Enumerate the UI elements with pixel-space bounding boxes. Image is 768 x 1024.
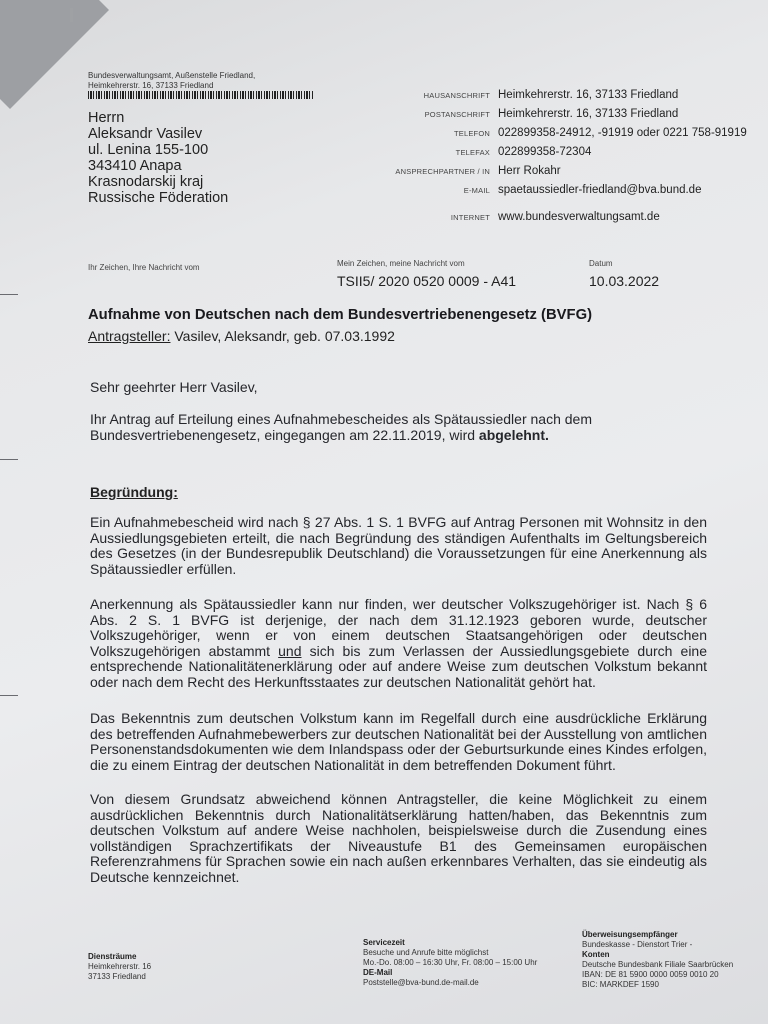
my-reference-label: Mein Zeichen, meine Nachricht vom <box>337 259 465 268</box>
contact-block <box>390 86 747 227</box>
contact-row: INTERNET www.bundesverwaltungsamt.de <box>450 211 660 223</box>
letter-subject: Aufnahme von Deutschen nach dem Bundesvertriebenengesetz (BVFG) <box>88 307 593 323</box>
applicant-line: Antragsteller: Vasilev, Aleksandr, geb. 07.03.1992 <box>88 328 395 344</box>
date-label: Datum <box>589 259 613 268</box>
contact-row: E-MAIL spaetaussiedler-friedland@bva.bund.de <box>463 184 702 196</box>
footer-offices: Diensträume Heimkehrerstr. 16 37133 Friedland <box>88 952 152 981</box>
contact-row: POSTANSCHRIFT Heimkehrerstr. 16, 37133 Friedland <box>424 108 679 120</box>
letter-date: 10.03.2022 <box>589 273 660 289</box>
fold-mark <box>0 695 18 696</box>
paragraph-legal-basis: Ein Aufnahmebescheid wird nach § 27 Abs. 1 S. 1 BVFG auf Antrag Personen mit Wohnsitz in den Aussiedlungsgebieten erteilt, die nach Begründung des ständigen Aufenthalts im Geltungsbereich des Gesetzes (in der Bundesrepublik Deutschland) die Voraussetzungen für eine Anerkennung als Spätaussiedler erfüllen. <box>90 514 707 577</box>
footer-service: Servicezeit Besuche und Anrufe bitte möglichst Mo.-Do. 08:00 – 16:30 Uhr, Fr. 08:00 – 15:00 Uhr DE-Mail Poststelle@bva-bund.de-mail.de <box>363 938 538 987</box>
fold-mark <box>0 459 18 460</box>
decision-paragraph: Ihr Antrag auf Erteilung eines Aufnahmebescheides als Spätaussiedler nach dem Bundesvertriebenengesetz, eingegangen am 22.11.2019, wird abgelehnt. <box>90 411 592 443</box>
paragraph-exception: Von diesem Grundsatz abweichend können Antragsteller, die keine Möglichkeit zu einem ausdrücklichen Bekenntnis durch Nationalitätserklärung hatten/haben, das Bekenntnis zum deutschen Volkstum auf andere Weise nachholen, beispielsweise durch die Zusendung eines vollständigen Sprachzertifikats der Niveaustufe B1 des Gemeinsamen europäischen Referenzrahmens für Sprachen sowie ein nach außen erkennbares Verhalten, das sie eindeutig als Deutsche kennzeichnet. <box>90 791 707 885</box>
salutation: Sehr geehrter Herr Vasilev, <box>90 379 258 395</box>
contact-row: ANSPRECHPARTNER / IN Herr Rokahr <box>395 165 561 177</box>
recipient-address: Herrn Aleksandr Vasilev ul. Lenina 155-100 343410 Anapa Krasnodarskij kraj Russische Föderation <box>88 110 229 206</box>
binder-mark <box>70 8 73 22</box>
contact-row: HAUSANSCHRIFT Heimkehrerstr. 16, 37133 Friedland <box>423 89 679 101</box>
paragraph-recognition: Anerkennung als Spätaussiedler kann nur finden, wer deutscher Volkszugehöriger ist. Nach § 6 Abs. 2 S. 1 BVFG ist derjenige, der nach dem 31.12.1923 geboren wurde, deutscher Volkszugehöriger, wenn er von einem deutschen Staatsangehörigen oder deutschen Volkszugehörigen abstammt und sich bis zum Verlassen der Aussiedlungsgebiete durch eine entsprechende Nationalitätenerklärung oder auf andere Weise zum deutschen Volkstum bekannt oder nach dem Recht des Herkunftsstaates zur deutschen Nationalität gehört hat. <box>90 596 707 690</box>
contact-row: TELEFAX 022899358-72304 <box>455 146 592 158</box>
footer-bank: Überweisungsempfänger Bundeskasse - Dienstort Trier - Konten Deutsche Bundesbank Filiale Saarbrücken IBAN: DE 81 5900 0000 0059 0010 20 BIC: MARKDEF 1590 <box>582 930 734 989</box>
postal-barcode <box>88 91 314 99</box>
fold-mark <box>0 294 18 295</box>
your-reference-label: Ihr Zeichen, Ihre Nachricht vom <box>88 263 200 272</box>
reason-heading: Begründung: <box>90 484 178 500</box>
sender-line: Bundesverwaltungsamt, Außenstelle Friedland, Heimkehrerstr. 16, 37133 Friedland <box>88 71 256 90</box>
contact-row: TELEFON 022899358-24912, -91919 oder 0221 758-91919 <box>454 127 747 139</box>
paragraph-declaration: Das Bekenntnis zum deutschen Volkstum kann im Regelfall durch eine ausdrückliche Erklärung des betreffenden Aufnahmebewerbers zur deutschen Nationalität bei der Ausstellung von amtlichen Personenstandsdokumenten wie dem Inlandspass oder der Geburtsurkunde eines Kindes erfolgen, die zu einem Eintrag der deutschen Nationalität in dem betreffenden Dokument führt. <box>90 710 707 773</box>
reference-number: TSII5/ 2020 0520 0009 - A41 <box>337 273 517 289</box>
